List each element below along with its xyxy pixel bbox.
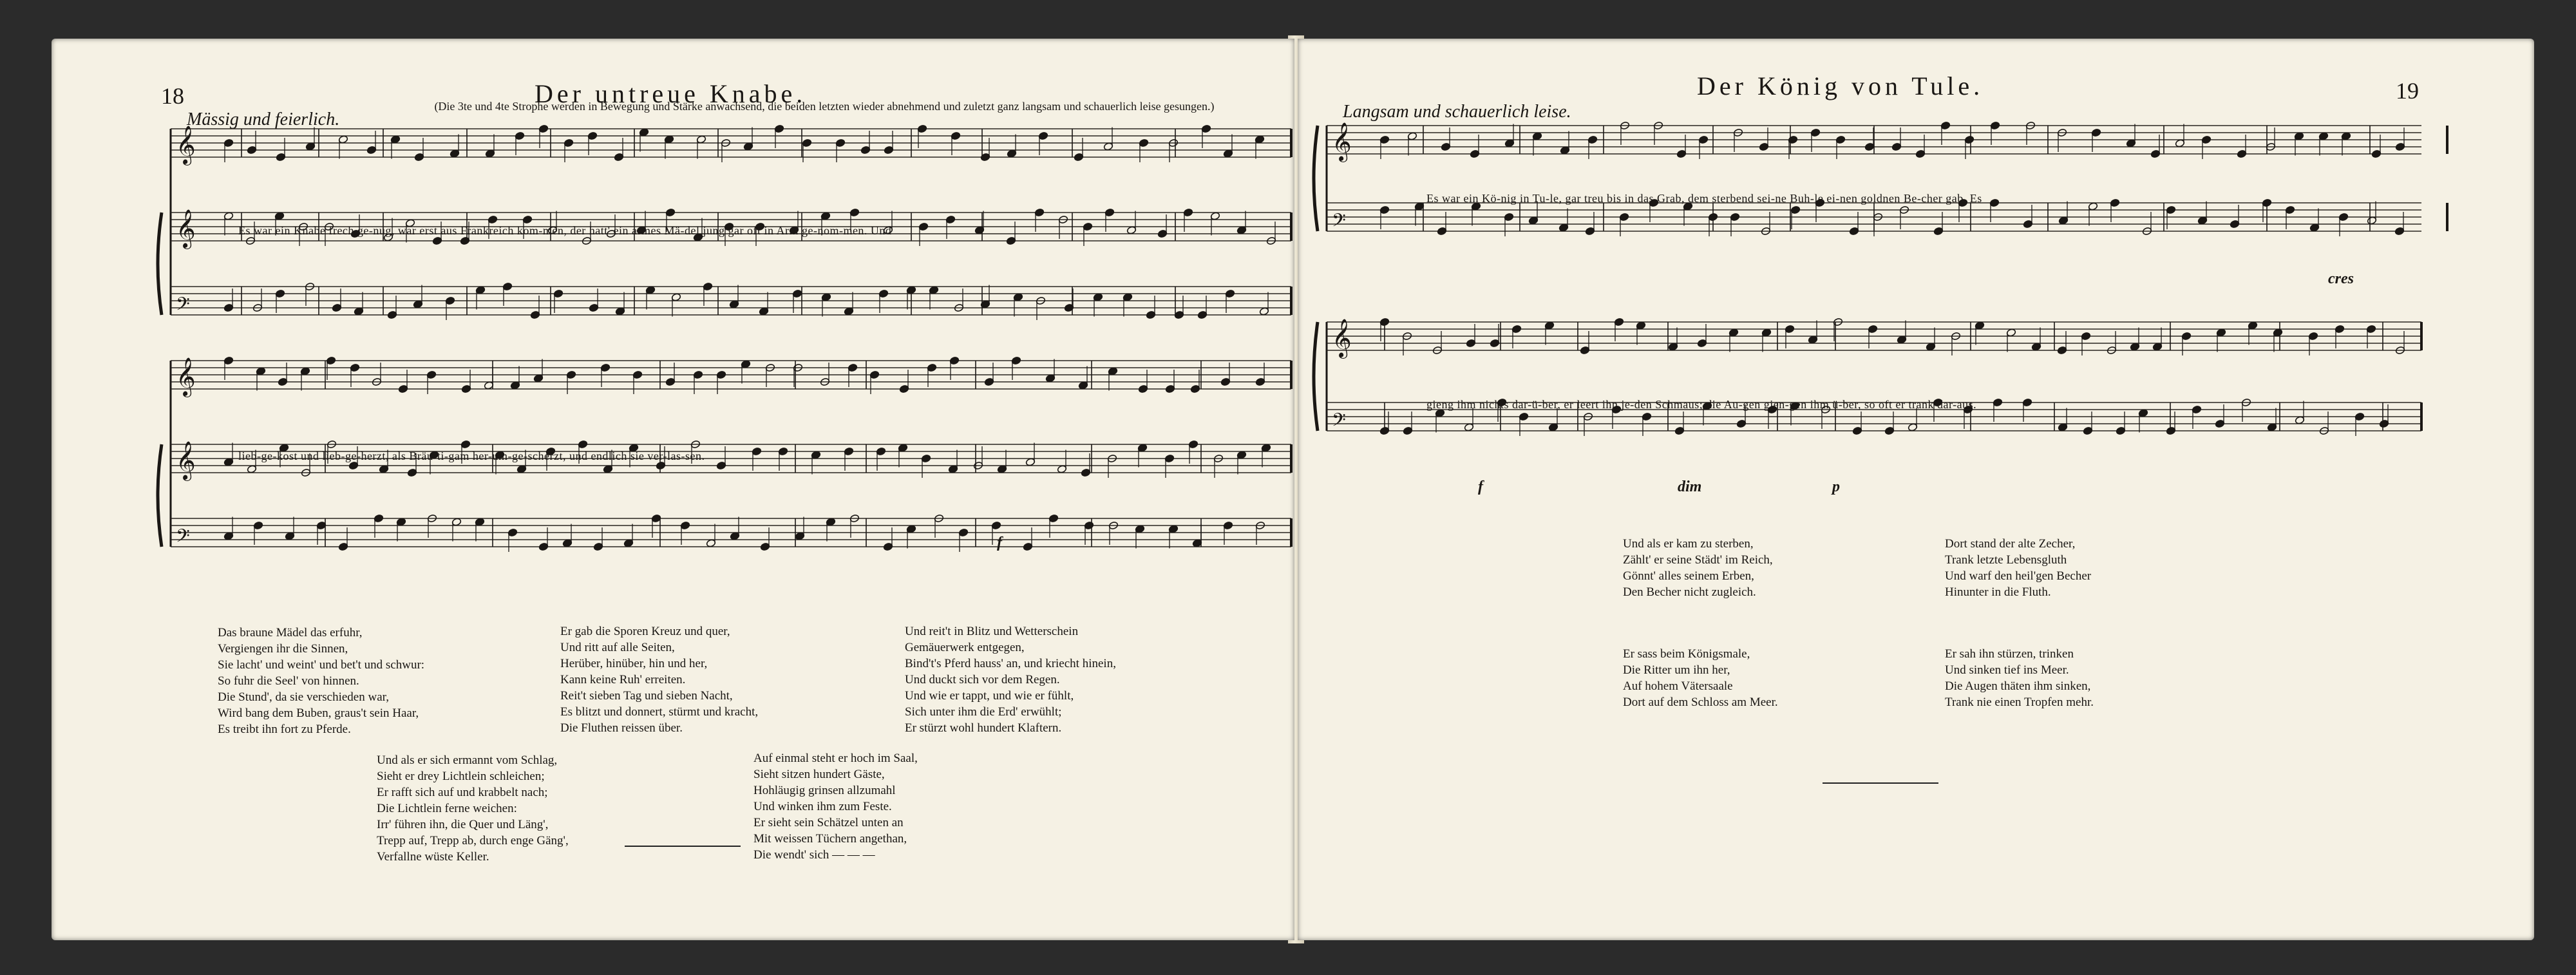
stanza-6: Auf einmal steht er hoch im Saal, Sieht sitzen hundert Gäste, Hohläugig grinsen allzumahl Und winken ihm zum Feste. Er sieht sein Schätzel unten an Mit weissen Tüchern angethan, Die wendt' sich — — — (753, 752, 918, 862)
stanza-5: Und als er sich ermannt vom Schlag, Sieht er drey Lichtlein schleichen; Er rafft sich auf und krabbelt nach; Die Lichtlein ferne weichen: Irr' führen ihn, die Quer und Läng', Trepp auf, Trepp ab, durch enge Gäng', Verfallne wüste Keller. (377, 753, 569, 864)
tempo-marking: Langsam und schauerlich leise. (1343, 102, 1571, 122)
brace (158, 444, 162, 547)
stanza-4: Und reit't in Blitz und Wetterschein Gemäuerwerk entgegen, Bind't's Pferd hauss' an, und kriecht hinein, Und duckt sich vor dem Regen. Und wie er tappt, und wie er fühlt, Sich unter ihm die Erd' erwühlt; Er stürzt wohl hundert Klaftern. (905, 625, 1116, 735)
bass-clef-icon: 𝄢 (1332, 210, 1346, 236)
dynamic-dim: dim (1678, 478, 1702, 495)
lyrics-line-2: gieng ihm nichts dar-ü-ber, er leert ihn je-den Schmaus; die Au-gen gien-gen ihm ü-ber, so oft er trank dar-aus. (1426, 398, 1977, 411)
brace (1314, 126, 1318, 231)
stanza-2: Und als er kam zu sterben, Zählt' er seine Städt' im Reich, Gönnt' alles seinem Erben, Den Becher nicht zugleich. (1623, 537, 1773, 599)
lyrics-line-1: Es war ein Knabe frech ge-nug, war erst aus Frankreich kom-men, der hatt' ein armes Mä-del jung gar oft in Arm ge-nom-men. Und (238, 224, 892, 237)
music-system-1 (1327, 122, 2447, 287)
treble-clef-icon: 𝄞 (176, 441, 196, 480)
left-page (52, 39, 1294, 940)
bass-clef-icon: 𝄢 (176, 525, 190, 551)
treble-clef-icon: 𝄞 (1332, 319, 1352, 357)
right-page (1298, 39, 2534, 940)
tempo-marking: Mässig und feierlich. (187, 109, 340, 129)
treble-clef-icon: 𝄞 (176, 209, 196, 248)
page-number: 18 (161, 83, 184, 109)
treble-clef-icon: 𝄞 (176, 126, 196, 164)
page-number: 19 (2396, 78, 2419, 104)
treble-clef-icon: 𝄞 (176, 357, 196, 396)
lyrics-line-1: Es war ein Kö-nig in Tu-le, gar treu bis in das Grab, dem sterbend sei-ne Buh-le ei-nen goldnen Be-cher gab. Es (1426, 192, 1982, 205)
dynamic-cres: cres (2328, 270, 2354, 287)
treble-clef-icon: 𝄞 (1332, 122, 1352, 161)
brace (1314, 322, 1318, 431)
stanza-3: Er gab die Sporen Kreuz und quer, Und ritt auf alle Seiten, Herüber, hinüber, hin und her, Kann keine Ruh' erreiten. Reit't sieben Tag und sieben Nacht, Es blitzt und donnert, stürmt und kracht, Die Fluthen reissen über. (560, 625, 759, 735)
dynamic-f: f (1478, 478, 1483, 495)
music-system-1 (171, 126, 1291, 374)
bass-clef-icon: 𝄢 (1332, 410, 1346, 435)
brace (158, 213, 162, 315)
song-title: Der untreue Knabe. (535, 79, 807, 108)
stanza-2: Das braune Mädel das erfuhr, Vergiengen ihr die Sinnen, Sie lacht' und weint' und bet't und schwur: So fuhr die Seel' von hinnen. Die Stund', da sie verschieden war, Wird bang dem Buben, graus't sein Haar, Es treibt ihn fort zu Pferde. (218, 626, 425, 736)
end-rule (625, 846, 741, 847)
stanza-5: Er sah ihn stürzen, trinken Und sinken tief ins Meer. Die Augen thäten ihm sinken, Trank nie einen Tropfen mehr. (1945, 647, 2094, 709)
stanza-3: Dort stand der alte Zecher, Trank letzte Lebensgluth Und warf den heil'gen Becher Hinunter in die Fluth. (1945, 537, 2092, 599)
performance-note: (Die 3te und 4te Strophe werden in Bewegung und Stärke anwachsend, die beiden letzten wieder abnehmend und zuletzt ganz langsam und schauerlich leise gesungen.) (434, 100, 1215, 113)
end-rule (1823, 782, 1938, 784)
music-system-2 (171, 357, 1291, 605)
song-title: Der König von Tule. (1697, 71, 1984, 100)
lyrics-line-2: lieb-ge-kost und lieb-ge-herzt, als Bräu-ti-gam her-um-ge-scherzt, und endlich sie ver-las-sen. (238, 450, 705, 462)
bass-clef-icon: 𝄢 (176, 294, 190, 319)
dynamic-marking: f (997, 535, 1002, 551)
dynamic-p: p (1832, 478, 1840, 495)
stanza-4: Er sass beim Königsmale, Die Ritter um ihn her, Auf hohem Vätersaale Dort auf dem Schloss am Meer. (1623, 647, 1778, 709)
